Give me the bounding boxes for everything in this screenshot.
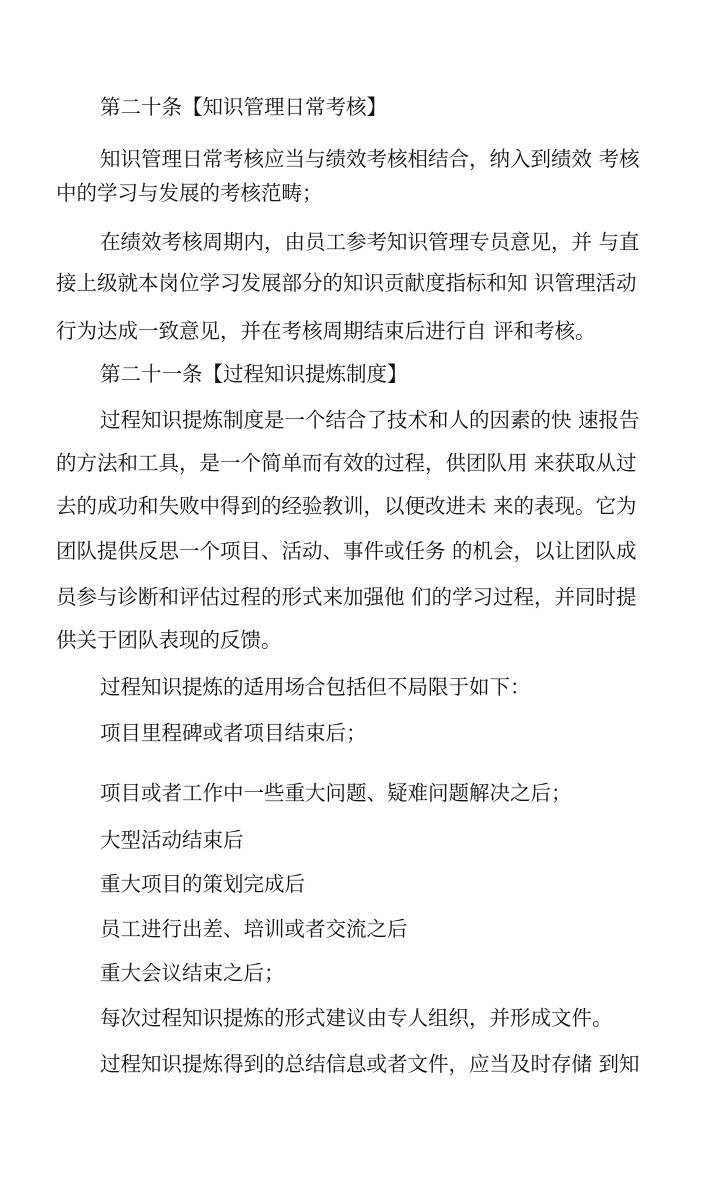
paragraph-line: 过程知识提炼得到的总结信息或者文件，应当及时存储 到知 bbox=[100, 1052, 640, 1076]
list-item: 重大会议结束之后； bbox=[100, 961, 285, 985]
list-item: 项目里程碑或者项目结束后； bbox=[100, 721, 367, 745]
paragraph-line: 员参与诊断和评估过程的形式来加强他 们的学习过程，并同时提 bbox=[56, 585, 637, 609]
paragraph-line: 团队提供反思一个项目、活动、事件或任务 的机会，以让团队成 bbox=[56, 539, 637, 563]
paragraph-line: 接上级就本岗位学习发展部分的知识贡献度指标和知 识管理活动 bbox=[56, 271, 637, 295]
paragraph-line: 知识管理日常考核应当与绩效考核相结合，纳入到绩效 考核 bbox=[100, 147, 640, 171]
list-item: 项目或者工作中一些重大问题、疑难问题解决之后； bbox=[100, 781, 572, 805]
article-20-heading: 第二十条【知识管理日常考核】 bbox=[100, 95, 387, 119]
paragraph-line: 行为达成一致意见，并在考核周期结束后进行自 评和考核。 bbox=[56, 319, 596, 343]
article-21-heading: 第二十一条【过程知识提炼制度】 bbox=[100, 362, 408, 386]
paragraph-line: 过程知识提炼制度是一个结合了技术和人的因素的快 速报告 bbox=[100, 408, 640, 432]
paragraph-line: 每次过程知识提炼的形式建议由专人组织，并形成文件。 bbox=[100, 1006, 613, 1030]
paragraph-line: 去的成功和失败中得到的经验教训，以便改进未 来的表现。它为 bbox=[56, 494, 637, 518]
list-item: 员工进行出差、培训或者交流之后 bbox=[100, 917, 408, 941]
paragraph-line: 供关于团队表现的反馈。 bbox=[56, 628, 282, 652]
paragraph-line: 在绩效考核周期内，由员工参考知识管理专员意见，并 与直 bbox=[100, 230, 640, 254]
paragraph-line: 中的学习与发展的考核范畴； bbox=[56, 181, 323, 205]
paragraph-line: 过程知识提炼的适用场合包括但不局限于如下： bbox=[100, 675, 531, 699]
list-item: 重大项目的策划完成后 bbox=[100, 872, 305, 896]
paragraph-line: 的方法和工具，是一个简单而有效的过程，供团队用 来获取从过 bbox=[56, 451, 637, 475]
list-item: 大型活动结束后 bbox=[100, 828, 244, 852]
